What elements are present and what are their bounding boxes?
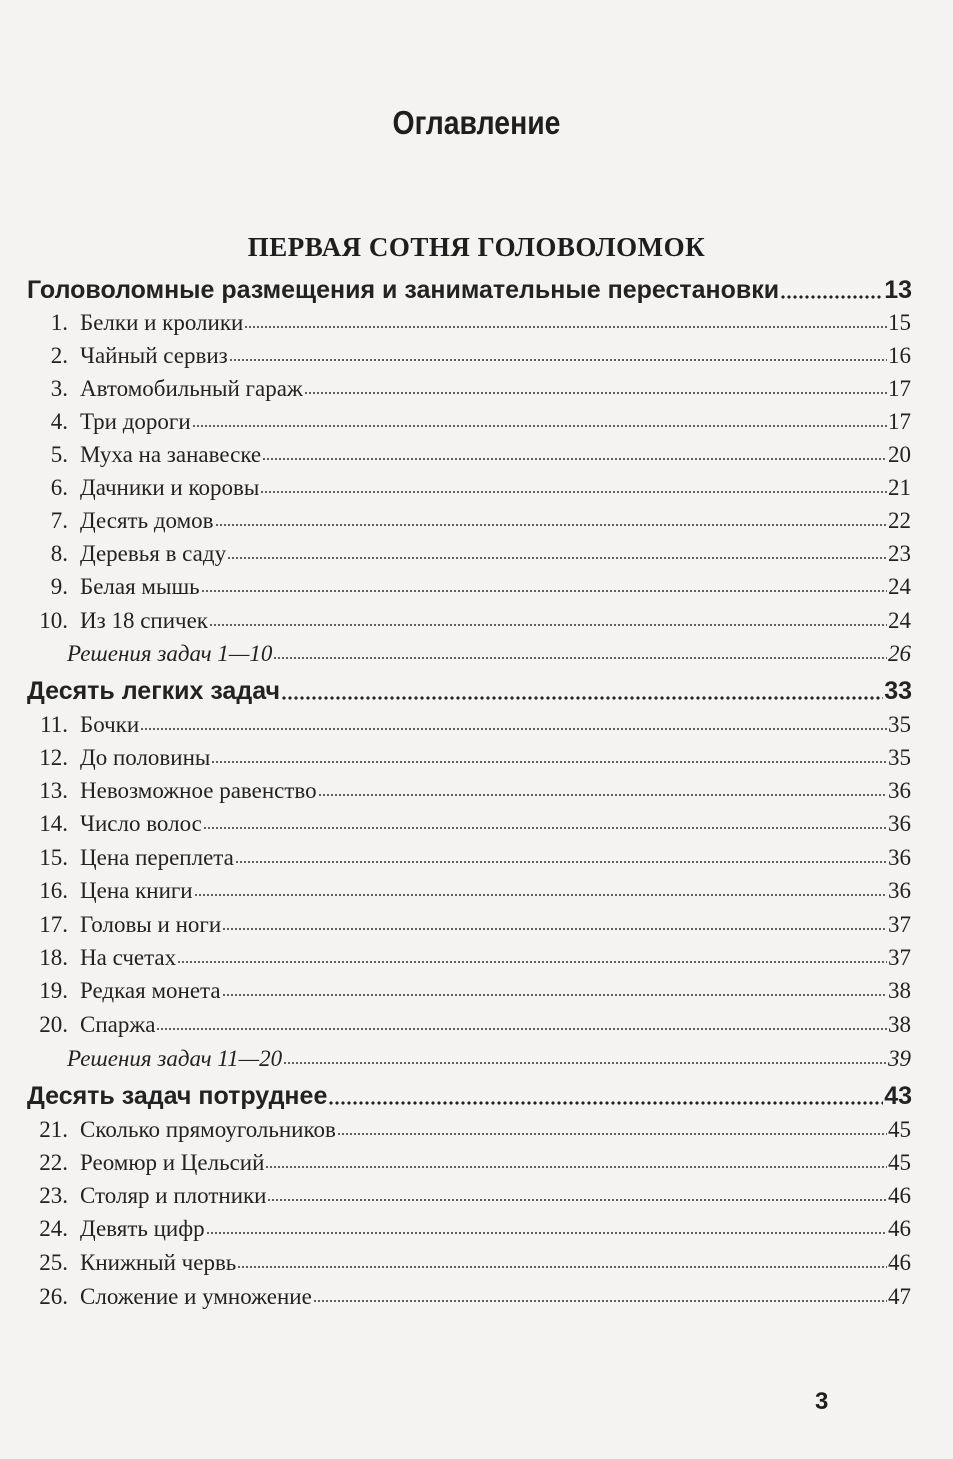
entry-title (30, 1117, 336, 1143)
entry-title: Десять легких задач (27, 677, 281, 705)
dot-leader (229, 359, 887, 361)
toc-entry (30, 343, 911, 369)
toc-title: Оглавление (392, 104, 561, 141)
entry-page-number: 46 (888, 1216, 911, 1241)
entry-title: Решения задач 1—10 (67, 641, 273, 666)
toc-section (27, 1082, 912, 1111)
entry-title (30, 608, 208, 634)
entry-number: 3. (50, 376, 68, 401)
toc-section (27, 276, 912, 305)
entry-label: Число волос (80, 811, 202, 836)
entry-page-number: 23 (888, 541, 911, 566)
entry-label: Цена книги (80, 878, 193, 903)
dot-leader (227, 557, 887, 559)
toc-entry (30, 442, 911, 468)
dot-leader (201, 590, 887, 592)
toc-entry (30, 912, 911, 938)
entry-title (30, 442, 261, 468)
entry-number: 1. (50, 310, 68, 335)
entry-page-number: 24 (888, 608, 911, 633)
dot-leader (222, 994, 887, 996)
entry-number: 17. (39, 912, 68, 937)
entry-label: Белая мышь (80, 574, 200, 599)
entry-number: 15. (39, 845, 68, 870)
entry-number: 23. (39, 1183, 68, 1208)
entry-page-number: 36 (888, 878, 911, 903)
entry-page-number: 35 (888, 712, 911, 737)
entry-label: Невозможное равенство (80, 778, 317, 803)
entry-title (30, 1250, 236, 1276)
entry-title (30, 310, 243, 336)
entry-page-number: 46 (888, 1250, 911, 1275)
entry-title (30, 1012, 155, 1038)
entry-title (30, 878, 193, 904)
entry-page-number: 36 (888, 811, 911, 836)
entry-label: Десять домов (80, 508, 214, 533)
entry-page-number: 17 (888, 376, 911, 401)
entry-page-number: 26 (888, 641, 911, 666)
entry-page-number: 37 (888, 945, 911, 970)
entry-title (30, 712, 139, 738)
dot-leader (273, 657, 887, 659)
entry-title (30, 376, 303, 402)
entry-title: Решения задач 11—20 (67, 1046, 283, 1071)
entry-title (30, 1216, 205, 1242)
dot-leader (244, 326, 887, 328)
entry-page-number: 15 (888, 310, 911, 335)
entry-page-number: 46 (888, 1183, 911, 1208)
toc-entry (30, 1216, 911, 1242)
entry-number: 22. (39, 1150, 68, 1175)
dot-leader (281, 696, 883, 700)
dot-leader (237, 1266, 887, 1268)
entry-title (30, 409, 191, 435)
toc-entry (30, 1183, 911, 1209)
entry-number: 10. (39, 608, 68, 633)
dot-leader (337, 1133, 887, 1135)
entry-label: Муха на занавеске (80, 442, 262, 467)
dot-leader (267, 1199, 887, 1201)
entry-title (30, 978, 221, 1004)
toc-entry (30, 1117, 911, 1143)
toc-entry (30, 475, 911, 501)
entry-label: Книжный червь (80, 1250, 237, 1275)
dot-leader (156, 1028, 887, 1030)
toc-entry (30, 310, 911, 336)
entry-number: 18. (39, 945, 68, 970)
entry-page-number: 47 (888, 1284, 911, 1309)
toc-entry (30, 541, 911, 567)
entry-page-number: 22 (888, 508, 911, 533)
entry-page-number: 45 (888, 1150, 911, 1175)
entry-label: Деревья в саду (80, 541, 227, 566)
entry-number: 25. (39, 1250, 68, 1275)
entry-page-number: 21 (888, 475, 911, 500)
entry-label: Спаржа (80, 1012, 156, 1037)
entry-label: Бочки (80, 712, 140, 737)
entry-title (30, 541, 226, 567)
dot-leader (328, 1101, 883, 1105)
entry-title (30, 845, 234, 871)
entry-label: Дачники и коровы (80, 475, 260, 500)
entry-title (30, 1183, 266, 1209)
entry-number: 9. (50, 574, 68, 599)
entry-title (30, 778, 317, 804)
entry-number: 21. (39, 1117, 68, 1142)
entry-number: 2. (50, 343, 68, 368)
entry-page-number: 13 (884, 276, 912, 304)
entry-number: 12. (39, 745, 68, 770)
toc-entry (30, 508, 911, 534)
dot-leader (222, 928, 887, 930)
dot-leader (304, 392, 887, 394)
dot-leader (283, 1062, 887, 1064)
toc-entry (30, 845, 911, 871)
toc-entry (30, 1284, 911, 1310)
entry-number: 6. (50, 475, 68, 500)
dot-leader (140, 728, 887, 730)
entry-page-number: 38 (888, 978, 911, 1003)
entry-number: 16. (39, 878, 68, 903)
toc-entry (30, 745, 911, 771)
dot-leader (265, 1166, 887, 1168)
entry-label: Сколько прямоугольников (80, 1117, 336, 1142)
entry-page-number: 17 (888, 409, 911, 434)
dot-leader (209, 624, 887, 626)
dot-leader (235, 861, 887, 863)
dot-leader (780, 295, 883, 299)
part-title: ПЕРВАЯ СОТНЯ ГОЛОВОЛОМОК (247, 232, 706, 262)
entry-page-number: 36 (888, 845, 911, 870)
entry-number: 7. (50, 508, 68, 533)
toc-solutions-entry (67, 641, 911, 667)
toc-solutions-entry (67, 1046, 911, 1072)
dot-leader (313, 1300, 887, 1302)
entry-page-number: 43 (884, 1082, 912, 1110)
toc-entry (30, 409, 911, 435)
entry-page-number: 39 (888, 1046, 911, 1071)
entry-page-number: 33 (884, 677, 912, 705)
entry-label: Цена переплета (80, 845, 234, 870)
page-number: 3 (815, 1388, 829, 1415)
dot-leader (262, 458, 887, 460)
entry-title (30, 1150, 264, 1176)
entry-page-number: 35 (888, 745, 911, 770)
toc-entry (30, 1250, 911, 1276)
dot-leader (215, 524, 887, 526)
entry-label: Из 18 спичек (80, 608, 208, 633)
entry-label: Столяр и плотники (80, 1183, 267, 1208)
dot-leader (318, 794, 887, 796)
entry-number: 19. (39, 978, 68, 1003)
entry-label: Реомюр и Цельсий (80, 1150, 265, 1175)
entry-title (30, 508, 214, 534)
entry-title (30, 1284, 312, 1310)
entry-title (30, 574, 200, 600)
entry-title (30, 912, 221, 938)
toc-entry (30, 778, 911, 804)
entry-page-number: 38 (888, 1012, 911, 1037)
entry-number: 14. (39, 811, 68, 836)
entry-label: Белки и кролики (80, 310, 244, 335)
dot-leader (194, 894, 887, 896)
entry-label: Чайный сервиз (80, 343, 228, 368)
entry-label: Автомобильный гараж (80, 376, 303, 401)
toc-entry (30, 608, 911, 634)
entry-page-number: 20 (888, 442, 911, 467)
dot-leader (206, 1232, 887, 1234)
entry-label: На счетах (80, 945, 177, 970)
entry-title (30, 811, 202, 837)
entry-label: Три дороги (80, 409, 191, 434)
toc-entry (30, 945, 911, 971)
entry-label: Девять цифр (80, 1216, 205, 1241)
entry-page-number: 16 (888, 343, 911, 368)
entry-label: Редкая монета (80, 978, 221, 1003)
entry-title (30, 475, 259, 501)
entry-number: 13. (39, 778, 68, 803)
toc-entry (30, 1150, 911, 1176)
dot-leader (192, 425, 887, 427)
dot-leader (211, 761, 887, 763)
entry-number: 5. (50, 442, 68, 467)
toc-section (27, 677, 912, 706)
entry-number: 20. (39, 1012, 68, 1037)
entry-page-number: 36 (888, 778, 911, 803)
entry-title (30, 343, 228, 369)
entry-number: 8. (50, 541, 68, 566)
entry-page-number: 24 (888, 574, 911, 599)
dot-leader (203, 827, 887, 829)
toc-entry (30, 574, 911, 600)
entry-label: Сложение и умножение (80, 1284, 312, 1309)
entry-title: Десять задач потруднее (27, 1082, 328, 1110)
entry-number: 11. (40, 712, 68, 737)
entry-page-number: 37 (888, 912, 911, 937)
toc-entry (30, 878, 911, 904)
toc-entry (30, 376, 911, 402)
entry-label: Головы и ноги (80, 912, 222, 937)
dot-leader (260, 491, 887, 493)
dot-leader (177, 961, 887, 963)
entry-title (30, 945, 176, 971)
entry-label: До половины (80, 745, 211, 770)
entry-page-number: 45 (888, 1117, 911, 1142)
toc-entry (30, 1012, 911, 1038)
entry-number: 4. (50, 409, 68, 434)
entry-title (30, 745, 210, 771)
entry-number: 26. (39, 1284, 68, 1309)
entry-title: Головоломные размещения и занимательные перестановки (27, 276, 780, 304)
toc-entry (30, 811, 911, 837)
toc-entry (30, 712, 911, 738)
toc-entry (30, 978, 911, 1004)
entry-number: 24. (39, 1216, 68, 1241)
